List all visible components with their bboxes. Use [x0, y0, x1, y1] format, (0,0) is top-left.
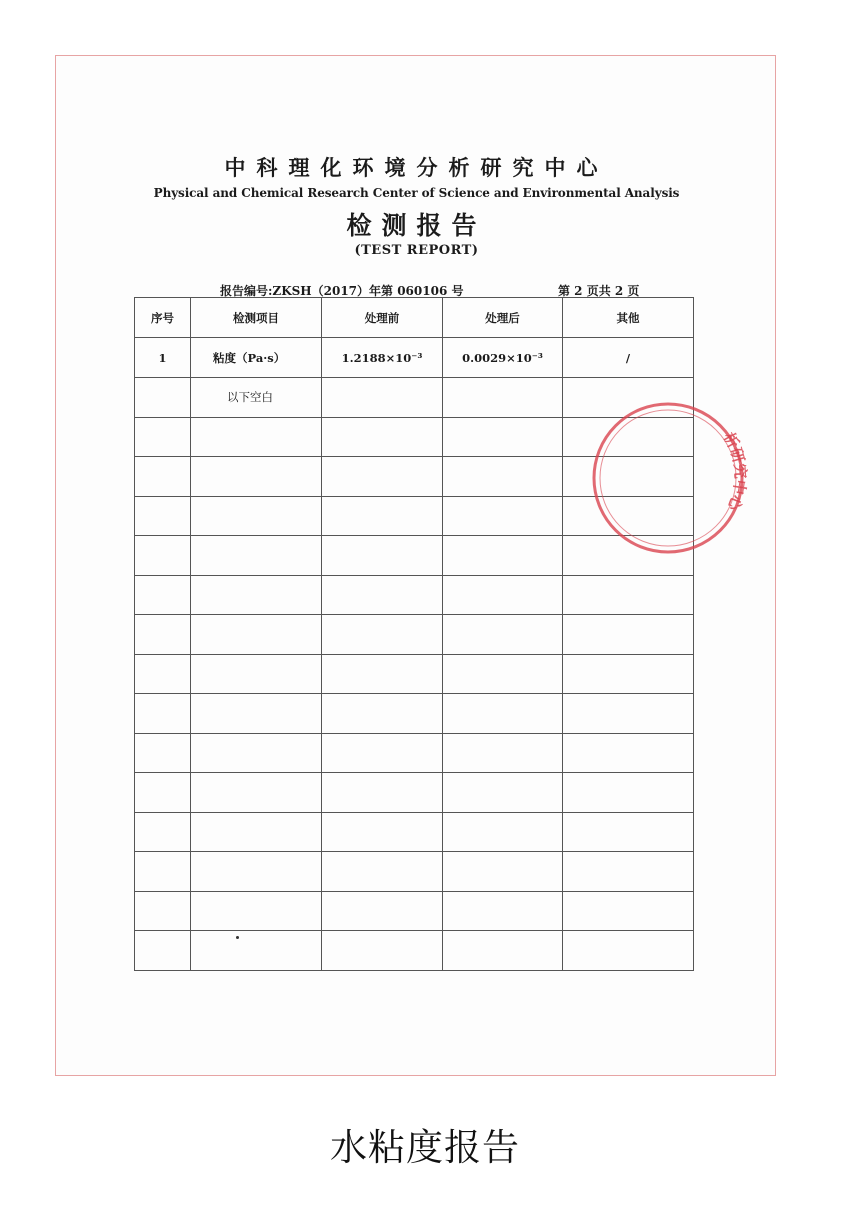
- seal-text: [720, 429, 750, 513]
- table-cell: /: [563, 338, 694, 378]
- official-seal-stamp: [692, 414, 802, 540]
- header-cell-item: 检测项目: [191, 298, 322, 338]
- report-title-en: (TEST REPORT): [354, 243, 479, 258]
- header-cell-other: 其他: [563, 298, 694, 338]
- report-sheet: [56, 56, 775, 1075]
- table-cell: [322, 378, 443, 418]
- table-row-empty: [135, 891, 694, 931]
- header-cell-before: 处理前: [322, 298, 443, 338]
- header-cell-index: 序号: [135, 298, 191, 338]
- page-count: 第 2 页共 2 页: [558, 284, 640, 298]
- organization-name-zh: 中科理化环境分析研究中心: [224, 155, 609, 180]
- header-cell-after: 处理后: [443, 298, 563, 338]
- report-title-zh: 检测报告: [346, 211, 487, 240]
- page-caption: 水粘度报告: [330, 1126, 520, 1169]
- seal-text-path: 析研究中心: [719, 429, 750, 514]
- table-row-empty: [135, 654, 694, 694]
- report-number: 报告编号:ZKSH（2017）年第 060106 号: [220, 284, 464, 298]
- table-header-row: [135, 298, 694, 338]
- table-row-empty: [135, 575, 694, 615]
- table-row-empty: [135, 417, 694, 457]
- table-row-empty: [135, 931, 694, 971]
- table-cell: 以下空白: [191, 378, 322, 418]
- table-row-empty: [135, 615, 694, 655]
- table-row-empty: [135, 536, 694, 576]
- table-row: [135, 338, 694, 378]
- table-cell: [563, 378, 694, 418]
- test-results-table: [134, 297, 694, 971]
- table-row-empty: [135, 496, 694, 536]
- table-row-empty: [135, 852, 694, 892]
- table-row-empty: [135, 812, 694, 852]
- table-cell: 粘度（Pa·s）: [191, 338, 322, 378]
- table-cell: [443, 378, 563, 418]
- table-cell: [135, 378, 191, 418]
- table-row-empty: [135, 457, 694, 497]
- table-row: [135, 378, 694, 418]
- table-row-empty: [135, 694, 694, 734]
- organization-name-en: Physical and Chemical Research Center of Science and Environmental Analysis: [153, 186, 680, 200]
- scan-speck: [236, 936, 239, 939]
- table-cell: 1.2188×10⁻³: [322, 338, 443, 378]
- report-page: [55, 55, 776, 1076]
- table-row-empty: [135, 733, 694, 773]
- table-cell: 0.0029×10⁻³: [443, 338, 563, 378]
- table-row-empty: [135, 773, 694, 813]
- table-cell: 1: [135, 338, 191, 378]
